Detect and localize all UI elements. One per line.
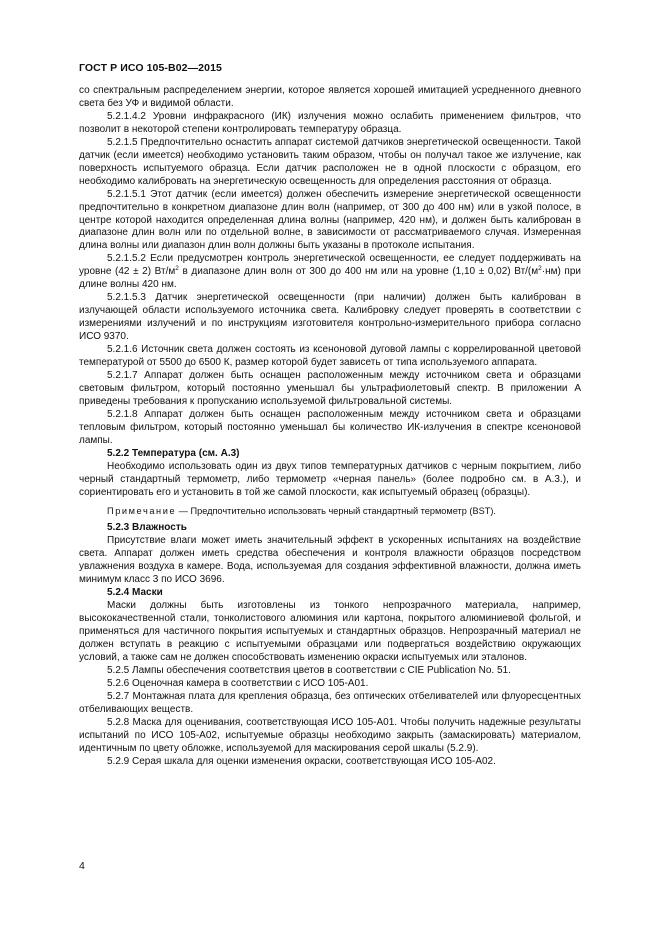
paragraph-5-2-1-7: 5.2.1.7 Аппарат должен быть оснащен расположенным между источником света и образцами световым фильтром, который постоянно уменьшал бы ультрафиолетовый спектр. В приложении А приведены требования к пропусканию используемой фильтровальной системы. xyxy=(79,369,581,407)
note-text: — Предпочтительно использовать черный стандартный термометр (BST). xyxy=(176,505,496,516)
paragraph-5-2-6: 5.2.6 Оценочная камера в соответствии с ИСО 105-A01. xyxy=(107,677,369,689)
paragraph-humidity: Присутствие влаги может иметь значительный эффект в ускоренных испытаниях на воздействие света. Аппарат должен иметь средства обеспечения и контроля влажности образцов посредством увлажнения воздуха в камере. Вода, используемая для создания эффективной влажности, должна иметь минимум класс 3 по ИСО 3696. xyxy=(79,535,581,586)
paragraph-5-2-1-5: 5.2.1.5 Предпочтительно оснастить аппарат системой датчиков энергетической освещенности. Такой датчик (если имеется) необходимо установить таким образом, чтобы он получал такое же излучение, как поверхность испытуемого образца. Если датчик расположен не в одной плоскости с образцом, его необходимо калибровать на энергетическую освещенность для определения расстояния от образца. xyxy=(79,136,581,187)
paragraph-temperature: Необходимо использовать один из двух типов температурных датчиков с черным покрытием, либо черный стандартный термометр, либо термометр «черная панель» (более подробно см. в А.3.), и сориентировать его и установить в той же самой плоскости, как испытуемый образец (образцы). xyxy=(79,460,581,498)
section-heading-masks: 5.2.4 Маски xyxy=(107,587,163,599)
superscript: 2 xyxy=(175,265,179,273)
document-body xyxy=(79,85,581,769)
section-heading-humidity: 5.2.3 Влажность xyxy=(107,522,187,534)
paragraph-5-2-1-5-1: 5.2.1.5.1 Этот датчик (если имеется) должен обеспечить измерение энергетической освещенности предпочтительно в конкретном диапазоне длин волн (например, от 300 до 400 нм) или в узкой полосе, в центре которой находится определенная длина волны (например, 420 нм), и должен быть калиброван в диапазоне длин волн или по отдельной волне, в зависимости от рассматриваемого случая. Измеренная длина волны или диапазон длин волн должны быть указаны в протоколе испытания. xyxy=(79,188,581,252)
paragraph-5-2-5: 5.2.5 Лампы обеспечения соответствия цветов в соответствии с CIE Publication No. 51. xyxy=(107,664,511,676)
paragraph-5-2-8: 5.2.8 Маска для оценивания, соответствующая ИСО 105-A01. Чтобы получить надежные результаты испытаний по ИСО 105-A02, испытуемые образцы необходимо закрыть (замаскировать) материалом, идентичным по цвету обложке, используемой для маскирования серой шкалы (5.2.9). xyxy=(79,716,581,754)
note-label: Примечание xyxy=(107,505,177,516)
section-heading-temperature: 5.2.2 Температура (см. А.3) xyxy=(107,447,240,459)
text-run: в диапазоне длин волн от 300 до 400 нм или на уровне (1,10 ± 0,02) Вт/(м xyxy=(178,266,539,278)
note xyxy=(79,505,581,518)
text-run: 5.2.1.5.2 Если предусмотрен контроль энергетической освещенности, ее следует поддерживать на уровне (42 ± 2) Вт/м xyxy=(79,253,581,278)
paragraph-5-2-1-5-3: 5.2.1.5.3 Датчик энергетической освещенности (при наличии) должен быть калиброван в излучающей области используемого источника света. Калибровку следует проверять в соответствии с измерениями излучений и по инструкциям изготовителя контрольно-измерительного прибора согласно ИСО 9370. xyxy=(79,292,581,343)
paragraph-5-2-7: 5.2.7 Монтажная плата для крепления образца, без оптических отбеливателей или флуоресцентных отбеливающих веществ. xyxy=(79,690,581,715)
superscript: 2 xyxy=(538,265,542,273)
paragraph-5-2-1-4-2: 5.2.1.4.2 Уровни инфракрасного (ИК) излучения можно ослабить применением фильтров, что позволит в некоторой степени контролировать температуру образца. xyxy=(79,110,581,135)
paragraph: со спектральным распределением энергии, которое является хорошей имитацией усредненного дневного света без УФ и видимой области. xyxy=(79,85,581,109)
paragraph-5-2-1-8: 5.2.1.8 Аппарат должен быть оснащен расположенным между источником света и образцами тепловым фильтром, который постоянно уменьшал бы количество ИК-излучения в спектре ксеноновой лампы. xyxy=(79,408,581,446)
text-run: ·нм) при длине волны 420 нм. xyxy=(79,266,581,291)
paragraph-5-2-1-5-2 xyxy=(79,253,581,292)
document-header: ГОСТ Р ИСО 105-B02—2015 xyxy=(79,62,222,74)
paragraph-5-2-1-6: 5.2.1.6 Источник света должен состоять из ксеноновой дуговой лампы с коррелированной цветовой температурой от 5500 до 6500 К, размер которой будет зависеть от типа используемого аппарата. xyxy=(79,344,581,369)
page-number: 4 xyxy=(79,860,85,872)
paragraph-5-2-9: 5.2.9 Серая шкала для оценки изменения окраски, соответствующая ИСО 105-A02. xyxy=(107,755,496,767)
paragraph-masks: Маски должны быть изготовлены из тонкого непрозрачного материала, например, высококачественной стали, тонколистового алюминия или картона, покрытого алюминиевой фольгой, и применяться для частичного покрытия испытуемых и стандартных образцов. Непрозрачный материал не должен вступать в реакцию с испытуемыми образцами или подвергаться воздействию окружающих условий, а также сам не должен способствовать изменению окраски испытуемых или эталонов. xyxy=(79,600,581,663)
